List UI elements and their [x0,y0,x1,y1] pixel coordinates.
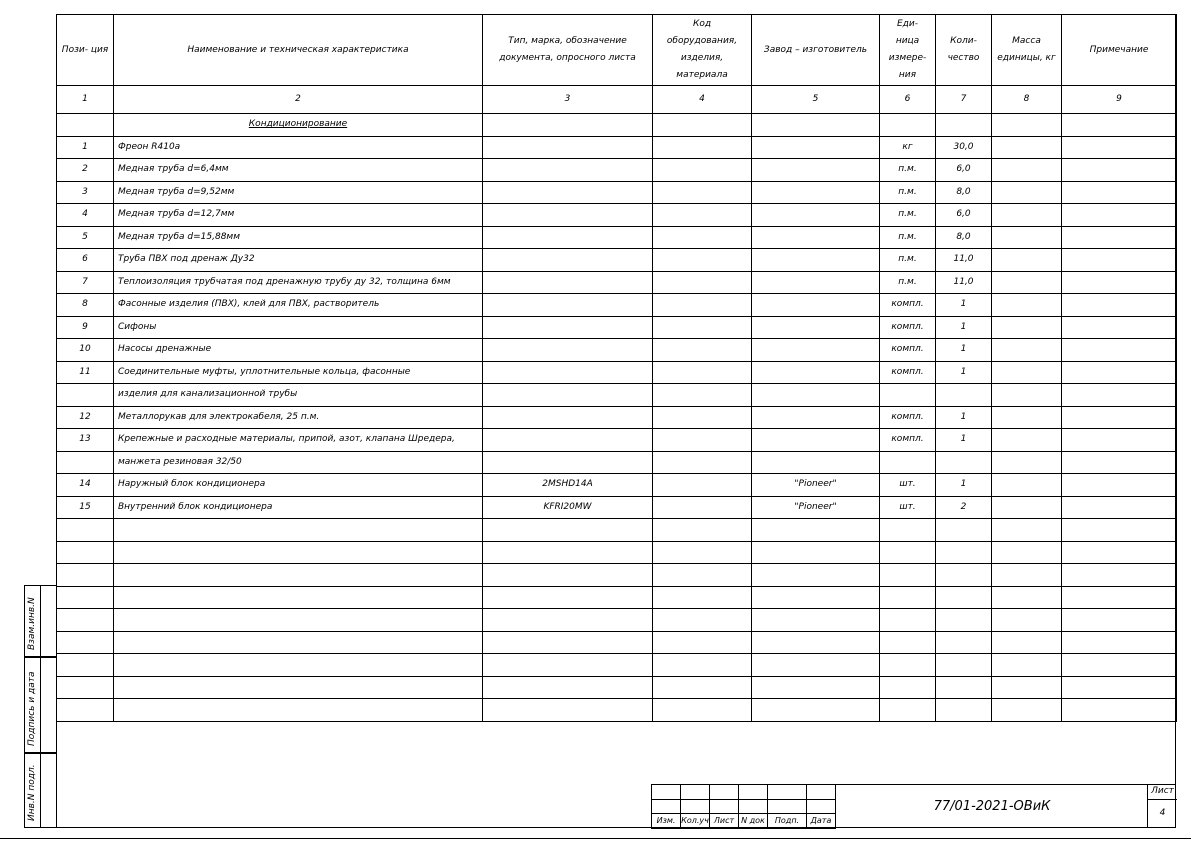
cell-name: Крепежные и расходные материалы, припой, азот, клапана Шредера, [114,429,483,452]
side-divider [25,754,41,827]
cell-unit: шт. [880,496,936,519]
cell-unit: п.м. [880,249,936,272]
cell-quantity: 11,0 [936,249,992,272]
column-number: 6 [880,86,936,114]
column-number: 5 [752,86,880,114]
cell-quantity: 30,0 [936,136,992,159]
sheet-label: Лист [1148,784,1177,800]
sheet-box [1147,784,1177,828]
cell-quantity: 11,0 [936,271,992,294]
cell-unit: компл. [880,339,936,362]
cell-position: 12 [57,406,114,429]
stamp-cell [710,799,739,814]
cell-name: изделия для канализационной трубы [114,384,483,407]
column-number: 1 [57,86,114,114]
cell-name: Наружный блок кондиционера [114,474,483,497]
cell-position: 4 [57,204,114,227]
cell-position: 1 [57,136,114,159]
cell-unit: компл. [880,429,936,452]
stamp-cell [768,799,807,814]
cell-name: Теплоизоляция трубчатая под дренажную трубу ду 32, толщина 6мм [114,271,483,294]
cell-quantity: 8,0 [936,226,992,249]
cell-unit: п.м. [880,159,936,182]
stamp-cell [652,785,681,800]
cell-quantity: 6,0 [936,204,992,227]
cell-unit: компл. [880,294,936,317]
cell-unit: компл. [880,316,936,339]
stamp-data: Дата [807,814,836,829]
cell-name: Фасонные изделия (ПВХ), клей для ПВХ, растворитель [114,294,483,317]
stamp-izm: Изм. [652,814,681,829]
stamp-cell [807,785,836,800]
cell-quantity: 1 [936,294,992,317]
stamp-cell [768,785,807,800]
cell-quantity: 8,0 [936,181,992,204]
cell-name: Фреон R410a [114,136,483,159]
stamp-cell [739,799,768,814]
header-name: Наименование и техническая характеристика [114,15,483,86]
side-box-vzam [24,585,56,657]
header-code: Код оборудования, изделия, материала [653,15,752,86]
stamp-label-row [652,814,836,829]
column-number: 7 [936,86,992,114]
cell-type: KFRI20MW [483,496,653,519]
cell-position: 7 [57,271,114,294]
cell-position: 14 [57,474,114,497]
stamp-cell [681,799,710,814]
cell-position: 10 [57,339,114,362]
cell-quantity: 6,0 [936,159,992,182]
stamp-kolu: Кол.уч [681,814,710,829]
stamp-cell [652,799,681,814]
cell-type: 2MSHD14A [483,474,653,497]
cell-quantity: 1 [936,339,992,362]
side-label-podpis: Подпись и дата [27,671,37,746]
column-number: 3 [483,86,653,114]
cell-unit: п.м. [880,204,936,227]
cell-unit: шт. [880,474,936,497]
cell-unit: компл. [880,361,936,384]
cell-position: 8 [57,294,114,317]
cell-name: Труба ПВХ под дренаж Ду32 [114,249,483,272]
side-box-podpis [24,657,56,753]
cell-position: 11 [57,361,114,384]
drawing-frame [56,14,1176,828]
cell-position: 6 [57,249,114,272]
stamp-row [652,785,836,800]
header-maker: Завод – изготовитель [752,15,880,86]
side-label-inv: Инв.N подл. [27,764,37,821]
sheet-number: 4 [1159,808,1166,818]
column-number: 8 [992,86,1062,114]
column-number: 4 [653,86,752,114]
cell-quantity: 1 [936,361,992,384]
cell-quantity: 1 [936,429,992,452]
stamp-cell [710,785,739,800]
cell-name: Сифоны [114,316,483,339]
column-number: 9 [1062,86,1177,114]
document-code: 77/01-2021-ОВиК [835,784,1148,828]
cell-position: 2 [57,159,114,182]
cell-quantity: 1 [936,406,992,429]
header-unit: Еди- ница измере- ния [880,15,936,86]
cell-quantity: 1 [936,474,992,497]
cell-unit: кг [880,136,936,159]
cell-position: 5 [57,226,114,249]
side-label-vzam: Взам.инв.N [27,597,37,650]
header-quantity: Коли- чество [936,15,992,86]
stamp-cell [739,785,768,800]
cell-name: Медная труба d=9,52мм [114,181,483,204]
cell-position: 9 [57,316,114,339]
header-type: Тип, марка, обозначение документа, опросного листа [483,15,653,86]
stamp-cell [681,785,710,800]
side-divider [25,658,41,752]
cell-name: Медная труба d=15,88мм [114,226,483,249]
cell-quantity: 2 [936,496,992,519]
header-note: Примечание [1062,15,1177,86]
cell-maker: "Pioneer" [752,474,880,497]
title-block-grid [651,784,836,829]
side-box-inv [24,753,56,828]
stamp-row [652,799,836,814]
cell-name: Медная труба d=6,4мм [114,159,483,182]
header-position: Пози- ция [57,15,114,86]
cell-position: 15 [57,496,114,519]
stamp-ndok: N док [739,814,768,829]
cell-unit: компл. [880,406,936,429]
cell-unit: п.м. [880,181,936,204]
stamp-cell [807,799,836,814]
cell-name: Внутренний блок кондиционера [114,496,483,519]
cell-position: 3 [57,181,114,204]
title-block [651,784,1176,828]
cell-name: Металлорукав для электрокабеля, 25 п.м. [114,406,483,429]
section-title: Кондиционирование [248,119,348,130]
cell-unit: п.м. [880,226,936,249]
header-mass: Масса единицы, кг [992,15,1062,86]
side-divider [25,586,41,656]
cell-name: Медная труба d=12,7мм [114,204,483,227]
cell-name: манжета резиновая 32/50 [114,451,483,474]
cell-maker: "Pioneer" [752,496,880,519]
cell-quantity: 1 [936,316,992,339]
cell-unit: п.м. [880,271,936,294]
stamp-list: Лист [710,814,739,829]
stamp-podp: Подп. [768,814,807,829]
cell-name: Насосы дренажные [114,339,483,362]
column-number: 2 [114,86,483,114]
bottom-edge-line [0,838,1191,839]
cell-name: Соединительные муфты, уплотнительные кольца, фасонные [114,361,483,384]
cell-position: 13 [57,429,114,452]
